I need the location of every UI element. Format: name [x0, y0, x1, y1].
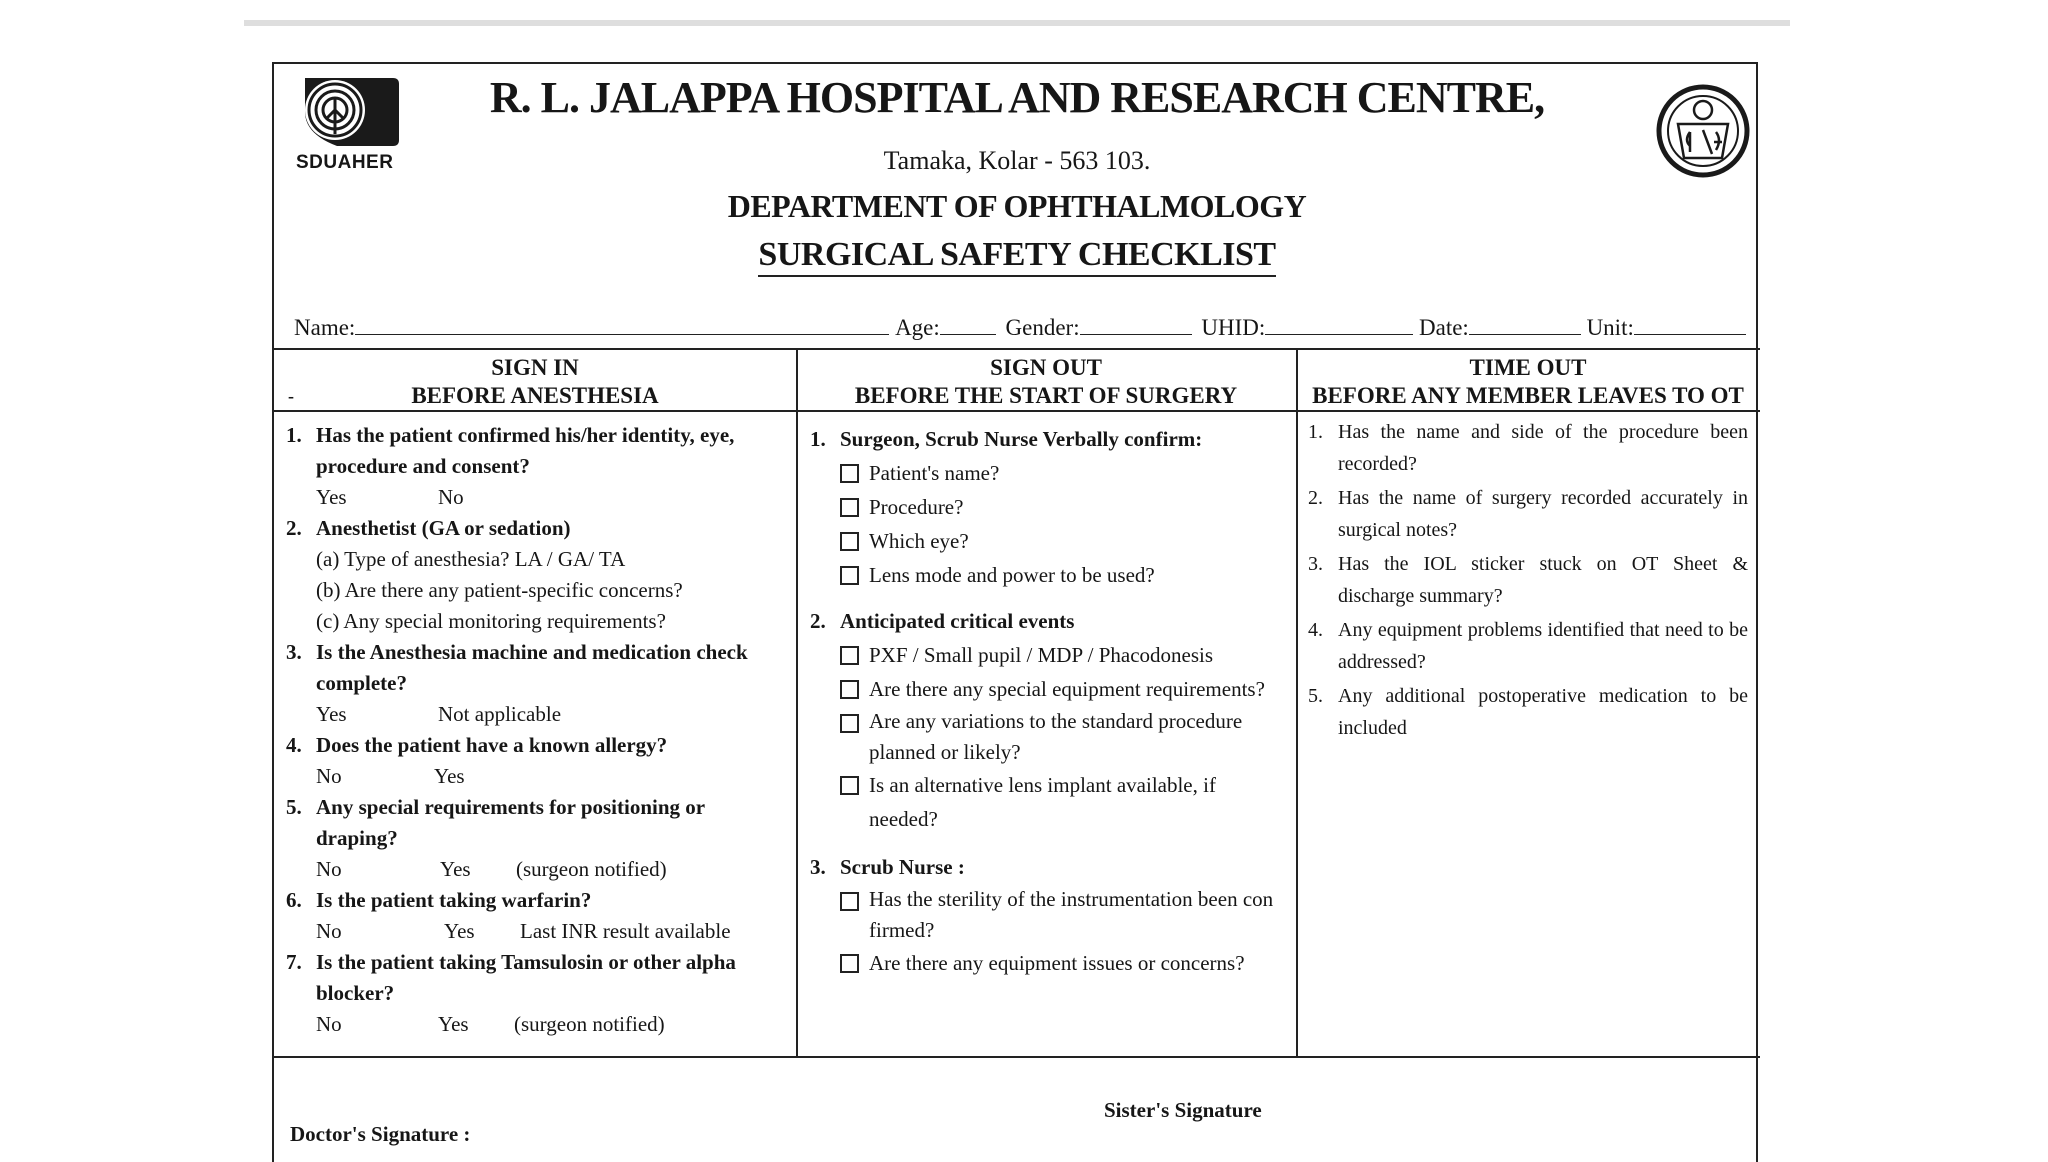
- sign-in-question-3: 3. Is the Anesthesia machine and medication check complete?: [286, 640, 748, 695]
- option-no[interactable]: No: [438, 485, 464, 509]
- time-out-column: [1308, 416, 1748, 744]
- sign-in-question-7: 7. Is the patient taking Tamsulosin or other alpha blocker?: [286, 950, 736, 1005]
- checkbox-label: Is an alternative lens implant available, if needed?: [869, 773, 1216, 831]
- checklist-item[interactable]: [840, 490, 1286, 524]
- option-note: Last INR result available: [520, 919, 731, 943]
- anesthesia-type-item: (a) Type of anesthesia? LA / GA/ TA: [316, 547, 626, 571]
- sign-in-options-3: [286, 699, 786, 730]
- sign-in-options-5: [286, 854, 786, 885]
- form-title: [274, 236, 1760, 274]
- checkbox-label: Are there any special equipment requirements?: [869, 677, 1265, 701]
- sign-in-column: [286, 420, 786, 1040]
- sign-out-heading-title: SIGN OUT: [990, 355, 1102, 380]
- checklist-item[interactable]: [840, 638, 1286, 672]
- checkbox-label: Patient's name?: [869, 461, 1000, 485]
- checkbox[interactable]: [840, 892, 859, 911]
- unit-label: Unit:: [1586, 315, 1634, 340]
- checkbox-label: Are any variations to the standard procedure planned or likely?: [869, 709, 1243, 764]
- checklist-item[interactable]: [840, 672, 1286, 706]
- checkbox-label: Are there any equipment issues or concerns?: [869, 951, 1245, 975]
- name-field[interactable]: [355, 314, 889, 335]
- checkbox[interactable]: [840, 532, 859, 551]
- sign-in-question-4: 4. Does the patient have a known allergy?: [286, 733, 668, 757]
- sign-in-options-7: [286, 1009, 786, 1040]
- sign-out-heading: [796, 354, 1296, 410]
- sign-out-section-1: 1. Surgeon, Scrub Nurse Verbally confirm:: [810, 427, 1203, 451]
- checklist-item[interactable]: [840, 768, 1286, 836]
- uhid-field[interactable]: [1265, 314, 1413, 335]
- option-yes[interactable]: Yes: [316, 702, 347, 726]
- checkbox-label: Which eye?: [869, 529, 969, 553]
- checkbox[interactable]: [840, 498, 859, 517]
- age-label: Age:: [895, 315, 940, 340]
- checkbox-label: Lens mode and power to be used?: [869, 563, 1155, 587]
- checklist-item[interactable]: [840, 456, 1286, 490]
- option-yes[interactable]: Yes: [438, 1012, 469, 1036]
- checklist-item[interactable]: [840, 558, 1286, 592]
- checklist-item[interactable]: [840, 524, 1286, 558]
- sign-in-heading-subtitle: BEFORE ANESTHESIA: [411, 383, 659, 408]
- patient-details-row: [294, 314, 1744, 341]
- option-yes[interactable]: Yes: [440, 857, 471, 881]
- sign-out-heading-subtitle: BEFORE THE START OF SURGERY: [854, 383, 1238, 408]
- option-yes[interactable]: Yes: [316, 485, 347, 509]
- sign-in-heading: [274, 354, 796, 410]
- checkbox[interactable]: [840, 680, 859, 699]
- checkbox[interactable]: [840, 954, 859, 973]
- sign-in-question-5: 5. Any special requirements for positioning or draping?: [286, 795, 705, 850]
- unit-field[interactable]: [1634, 314, 1746, 335]
- column-divider: [796, 348, 798, 1058]
- option-not-applicable[interactable]: Not applicable: [438, 702, 562, 726]
- checklist-item[interactable]: [840, 946, 1286, 980]
- patient-concerns-item: (b) Are there any patient-specific concerns?: [316, 578, 683, 602]
- option-yes[interactable]: Yes: [444, 919, 475, 943]
- option-no[interactable]: No: [316, 764, 342, 788]
- sign-in-options-4: [286, 761, 786, 792]
- sign-out-column: [810, 422, 1286, 980]
- sign-in-question-6: 6. Is the patient taking warfarin?: [286, 888, 592, 912]
- time-out-item-2: 2. Has the name of surgery recorded accurately in surgical notes?: [1308, 487, 1748, 541]
- time-out-heading-subtitle: BEFORE ANY MEMBER LEAVES TO OT: [1312, 383, 1744, 408]
- checklist-form: [272, 62, 1758, 1162]
- checkbox[interactable]: [840, 714, 859, 733]
- sister-signature-label: Sister's Signature: [1104, 1098, 1262, 1122]
- option-no[interactable]: No: [316, 919, 342, 943]
- gender-field[interactable]: [1080, 314, 1192, 335]
- option-no[interactable]: No: [316, 857, 342, 881]
- table-bottom-border: [274, 1056, 1760, 1058]
- table-top-border: [274, 348, 1760, 350]
- time-out-heading: [1296, 354, 1760, 410]
- hospital-name: R. L. JALAPPA HOSPITAL AND RESEARCH CENTRE,: [489, 73, 1545, 122]
- date-field[interactable]: [1469, 314, 1581, 335]
- option-yes[interactable]: Yes: [434, 764, 465, 788]
- column-divider: [1296, 348, 1298, 1058]
- heading-dash-mark: -: [288, 386, 294, 406]
- checkbox[interactable]: [840, 646, 859, 665]
- checklist-item[interactable]: [840, 884, 1286, 946]
- checkbox-label: PXF / Small pupil / MDP / Phacodonesis: [869, 643, 1214, 667]
- option-note: (surgeon notified): [514, 1012, 665, 1036]
- monitoring-item: (c) Any special monitoring requirements?: [316, 609, 666, 633]
- sign-in-heading-title: SIGN IN: [491, 355, 579, 380]
- form-title-text: SURGICAL SAFETY CHECKLIST: [758, 236, 1275, 277]
- sign-in-question-1: 1. Has the patient confirmed his/her identity, eye, procedure and consent?: [286, 423, 735, 478]
- sign-out-section-2: 2. Anticipated critical events: [810, 609, 1075, 633]
- logo-abbreviation: SDUAHER: [296, 152, 394, 173]
- checkbox[interactable]: [840, 464, 859, 483]
- date-label: Date:: [1419, 315, 1469, 340]
- sign-in-options-6: [286, 916, 786, 947]
- top-divider: [244, 20, 1790, 26]
- checkbox-label: Has the sterility of the instrumentation been con firmed?: [869, 887, 1274, 942]
- checklist-item[interactable]: [840, 706, 1286, 768]
- time-out-item-5: 5. Any additional postoperative medication to be included: [1308, 685, 1748, 739]
- sign-out-section-3: 3. Scrub Nurse :: [810, 855, 965, 879]
- sign-in-question-2: 2. Anesthetist (GA or sedation): [286, 516, 571, 540]
- time-out-heading-title: TIME OUT: [1469, 355, 1587, 380]
- doctor-signature-label: Doctor's Signature :: [290, 1122, 471, 1146]
- hospital-address: Tamaka, Kolar - 563 103.: [883, 146, 1151, 175]
- gender-label: Gender:: [1005, 315, 1080, 340]
- checkbox[interactable]: [840, 566, 859, 585]
- uhid-label: UHID:: [1201, 315, 1266, 340]
- option-no[interactable]: No: [316, 1012, 342, 1036]
- time-out-item-4: 4. Any equipment problems identified that need to be addressed?: [1308, 619, 1748, 673]
- sign-in-options-1: [286, 482, 786, 513]
- checkbox-label: Procedure?: [869, 495, 964, 519]
- time-out-item-1: 1. Has the name and side of the procedure been recorded?: [1308, 421, 1748, 475]
- department-name: DEPARTMENT OF OPHTHALMOLOGY: [727, 188, 1307, 224]
- time-out-item-3: 3. Has the IOL sticker stuck on OT Sheet & discharge summary?: [1308, 553, 1748, 607]
- age-field[interactable]: [940, 314, 996, 335]
- option-note: (surgeon notified): [516, 857, 667, 881]
- name-label: Name:: [294, 315, 356, 340]
- checkbox[interactable]: [840, 776, 859, 795]
- header-row-border: [274, 410, 1760, 412]
